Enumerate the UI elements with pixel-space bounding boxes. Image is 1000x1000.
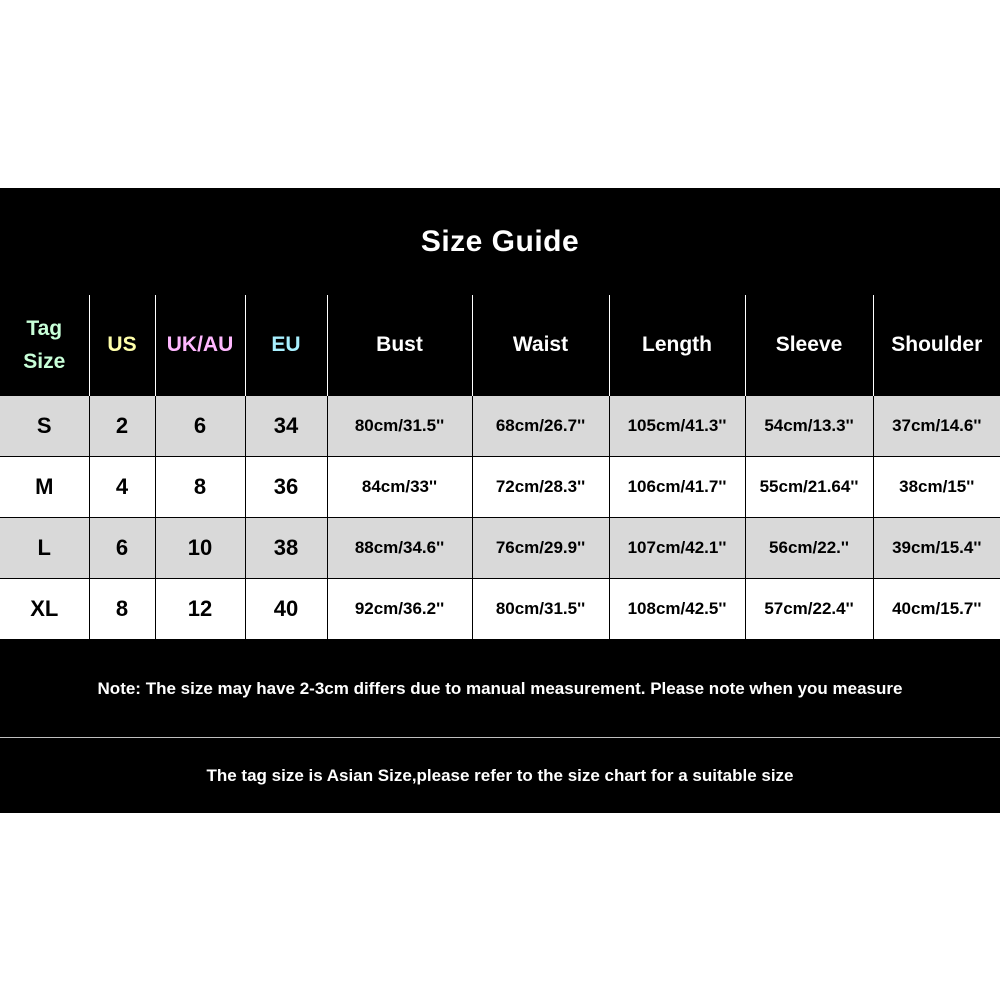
cell-us: 8	[89, 579, 155, 640]
cell-shoulder: 37cm/14.6''	[873, 396, 1000, 457]
table-row	[0, 518, 1000, 579]
cell-waist: 76cm/29.9''	[472, 518, 609, 579]
cell-eu: 34	[245, 396, 327, 457]
cell-eu: 38	[245, 518, 327, 579]
header-us: US	[89, 295, 155, 396]
cell-sleeve: 56cm/22.''	[745, 518, 873, 579]
cell-shoulder: 40cm/15.7''	[873, 579, 1000, 640]
table-row	[0, 457, 1000, 518]
header-tag-size	[0, 295, 89, 396]
cell-tag-size: S	[0, 396, 89, 457]
cell-sleeve: 54cm/13.3''	[745, 396, 873, 457]
cell-bust: 80cm/31.5''	[327, 396, 472, 457]
table-header	[0, 295, 1000, 396]
measurement-note: Note: The size may have 2-3cm differs due to manual measurement. Please note when you measure	[0, 641, 1000, 738]
cell-bust: 84cm/33''	[327, 457, 472, 518]
size-guide-chart	[0, 188, 1000, 813]
cell-bust: 88cm/34.6''	[327, 518, 472, 579]
cell-length: 105cm/41.3''	[609, 396, 745, 457]
header-length: Length	[609, 295, 745, 396]
header-shoulder: Shoulder	[873, 295, 1000, 396]
cell-us: 6	[89, 518, 155, 579]
cell-waist: 68cm/26.7''	[472, 396, 609, 457]
header-bust: Bust	[327, 295, 472, 396]
header-eu: EU	[245, 295, 327, 396]
table-row	[0, 396, 1000, 457]
cell-shoulder: 38cm/15''	[873, 457, 1000, 518]
header-tag-line1: Tag	[26, 317, 63, 340]
header-ukau: UK/AU	[155, 295, 245, 396]
cell-ukau: 12	[155, 579, 245, 640]
cell-us: 4	[89, 457, 155, 518]
header-waist: Waist	[472, 295, 609, 396]
cell-ukau: 8	[155, 457, 245, 518]
page-title: Size Guide	[420, 224, 580, 258]
header-sleeve: Sleeve	[745, 295, 873, 396]
cell-shoulder: 39cm/15.4''	[873, 518, 1000, 579]
tag-size-note: The tag size is Asian Size,please refer to the size chart for a suitable size	[206, 765, 794, 785]
cell-length: 106cm/41.7''	[609, 457, 745, 518]
cell-tag-size: XL	[0, 579, 89, 640]
cell-ukau: 6	[155, 396, 245, 457]
size-table	[0, 295, 1000, 639]
cell-eu: 36	[245, 457, 327, 518]
cell-length: 107cm/42.1''	[609, 518, 745, 579]
table-body	[0, 396, 1000, 640]
header-row	[0, 295, 1000, 396]
cell-length: 108cm/42.5''	[609, 579, 745, 640]
cell-sleeve: 57cm/22.4''	[745, 579, 873, 640]
cell-tag-size: L	[0, 518, 89, 579]
cell-sleeve: 55cm/21.64''	[745, 457, 873, 518]
cell-tag-size: M	[0, 457, 89, 518]
cell-bust: 92cm/36.2''	[327, 579, 472, 640]
cell-eu: 40	[245, 579, 327, 640]
cell-waist: 80cm/31.5''	[472, 579, 609, 640]
cell-us: 2	[89, 396, 155, 457]
table-row	[0, 579, 1000, 640]
cell-waist: 72cm/28.3''	[472, 457, 609, 518]
header-tag-line2: Size	[23, 350, 66, 373]
cell-ukau: 10	[155, 518, 245, 579]
